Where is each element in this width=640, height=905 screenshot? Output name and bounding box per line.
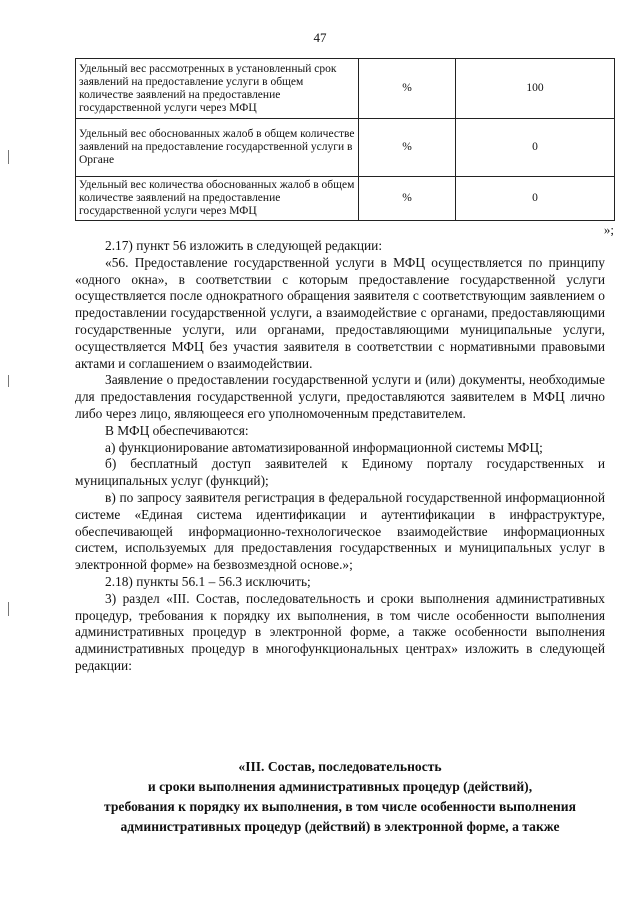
heading-line: требования к порядку их выполнения, в том числе особенности выполнения — [104, 799, 576, 814]
paragraph-3: 3) раздел «III. Состав, последовательность и сроки выполнения административных процедур, требования к порядку их выполнения, в том числе особенности выполнения административных процедур в электронной форме, а также особенности выполнения административных процедур в многофункциональных центрах» изложить в следующей редакции: — [75, 590, 605, 673]
unit-cell: % — [359, 177, 456, 221]
heading-line: административных процедур (действий) в электронной форме, а также — [120, 819, 560, 834]
table-row — [76, 177, 615, 221]
paragraph-mfc-provides: В МФЦ обеспечиваются: — [105, 422, 249, 438]
heading-line: и сроки выполнения административных процедур (действий), — [147, 779, 533, 794]
value-cell: 0 — [456, 119, 615, 177]
indicator-cell: Удельный вес обоснованных жалоб в общем количестве заявлений на предоставление государственной услуги в Органе — [76, 119, 359, 177]
value-cell: 100 — [456, 59, 615, 119]
page-number: 47 — [313, 30, 327, 45]
unit-cell: % — [359, 59, 456, 119]
indicator-cell: Удельный вес рассмотренных в установленный срок заявлений на предоставление услуги в общем количестве заявлений на предоставление государственной услуги через МФЦ — [76, 59, 359, 119]
paragraph-2-18: 2.18) пункты 56.1 – 56.3 исключить; — [105, 573, 311, 589]
section-heading — [60, 757, 620, 837]
indicators-table — [75, 58, 615, 221]
scan-mark — [8, 150, 9, 164]
paragraph-application: Заявление о предоставлении государственной услуги и (или) документы, необходимые для предоставления государственной услуги, предоставляются заявителем в МФЦ лично либо через лицо, являющееся его уполномоченным представителем. — [75, 372, 605, 421]
value-cell: 0 — [456, 177, 615, 221]
heading-line: «III. Состав, последовательность — [238, 759, 442, 774]
list-item-b: б) бесплатный доступ заявителей к Единому порталу государственных и муниципальных услуг (функций); — [75, 456, 605, 489]
table-row — [76, 119, 615, 177]
document-body — [75, 238, 605, 675]
scan-mark — [8, 602, 9, 616]
unit-cell: % — [359, 119, 456, 177]
paragraph-2-17: 2.17) пункт 56 изложить в следующей редакции: — [105, 238, 383, 253]
table-row — [76, 59, 615, 119]
table-closing-quote: »; — [603, 222, 614, 237]
list-item-v: в) по запросу заявителя регистрация в федеральной государственной информационной системе «Единая система идентификации и аутентификации в инфраструктуре, обеспечивающей информационно-технологическое взаимодействие информационных систем, используемых для предоставления государственных и муниципальных услуг в электронной форме» на безвозмездной основе.»; — [75, 489, 605, 573]
list-item-a: а) функционирование автоматизированной информационной системы МФЦ; — [105, 439, 543, 455]
paragraph-56: «56. Предоставление государственной услуги в МФЦ осуществляется по принципу «одного окна», в соответствии с которым предоставление государственной услуги осуществляется после однократного обращения заявителя с соответствующим заявлением о предоставлении государственной услуги, а взаимодействие с органами, предоставляющими государственные услуги, или органами, предоставляющими муниципальные услуги, осуществляется МФЦ без участия заявителя в соответствии с нормативными правовыми актами и соглашением о взаимодействии. — [75, 254, 605, 371]
scan-mark — [8, 375, 9, 387]
indicator-cell: Удельный вес количества обоснованных жалоб в общем количестве заявлений на предоставление государственной услуги через МФЦ — [76, 177, 359, 221]
